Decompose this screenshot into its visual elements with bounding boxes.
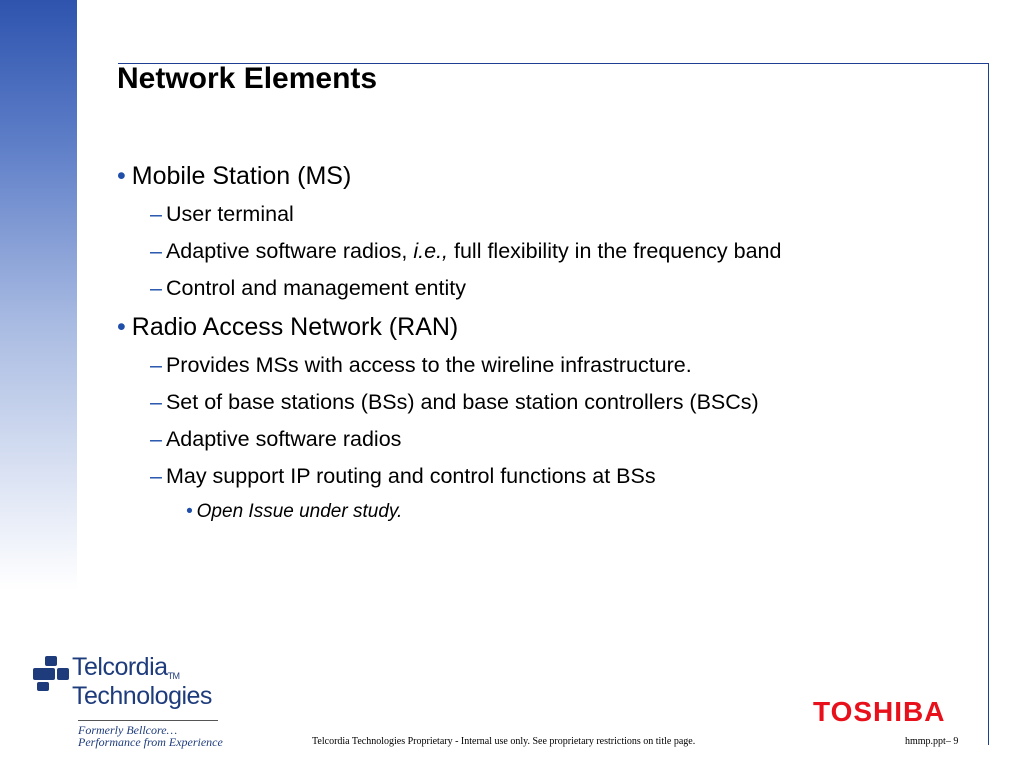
bullet-text: User terminal <box>165 202 294 226</box>
bullet-text-em: i.e., <box>413 239 449 263</box>
telcordia-wordmark <box>72 653 212 711</box>
sub-bullet-item <box>150 390 759 415</box>
sub-bullet-item <box>150 427 401 452</box>
tagline-performance: Performance from Experience <box>78 735 223 749</box>
bullet-marker: – <box>150 202 162 226</box>
bullet-text-post: full flexibility in the frequency band <box>448 239 782 263</box>
bullet-text-pre: Adaptive software radios, <box>165 239 414 263</box>
bullet-text: Provides MSs with access to the wireline infrastructure. <box>165 353 692 377</box>
sub-bullet-item <box>150 353 692 378</box>
telcordia-line1: Telcordia <box>72 653 168 681</box>
bullet-item <box>117 162 351 191</box>
bullet-item <box>117 313 458 342</box>
bullet-marker: • <box>117 313 126 341</box>
footer-notice: Telcordia Technologies Proprietary - Internal use only. See proprietary restrictions on title page. <box>312 736 696 747</box>
bullet-marker: • <box>186 501 193 522</box>
sub-sub-bullet-item <box>186 501 402 523</box>
logo-divider <box>78 720 218 721</box>
slide-title: Network Elements <box>117 62 378 95</box>
bullet-text: Open Issue under study. <box>196 501 403 522</box>
bullet-text: May support IP routing and control functions at BSs <box>165 464 656 488</box>
bullet-marker: – <box>150 390 162 414</box>
page-number: hmmp.ppt– 9 <box>905 736 959 747</box>
bullet-marker: – <box>150 464 162 488</box>
telcordia-line2: Technologies <box>72 682 212 710</box>
bullet-text: Mobile Station (MS) <box>131 162 352 190</box>
sub-bullet-item <box>150 202 294 227</box>
bullet-marker: – <box>150 276 162 300</box>
logo-tagline <box>78 724 223 748</box>
frame-right-line <box>988 63 989 745</box>
side-gradient-bar <box>0 0 77 590</box>
sub-bullet-item <box>150 276 466 301</box>
sub-bullet-item <box>150 239 781 264</box>
bullet-text: Set of base stations (BSs) and base station controllers (BSCs) <box>165 390 759 414</box>
bullet-marker: – <box>150 353 162 377</box>
tagline-formerly: Formerly Bellcore… <box>78 723 178 737</box>
bullet-marker: – <box>150 427 162 451</box>
bullet-marker: • <box>117 162 126 190</box>
bullet-marker: – <box>150 239 162 263</box>
bullet-text: Radio Access Network (RAN) <box>131 313 459 341</box>
trademark-mark: TM <box>167 671 180 681</box>
sub-bullet-item <box>150 464 656 489</box>
bullet-text: Adaptive software radios <box>165 427 402 451</box>
bullet-text: Control and management entity <box>165 276 466 300</box>
toshiba-logo: TOSHIBA <box>813 696 946 727</box>
